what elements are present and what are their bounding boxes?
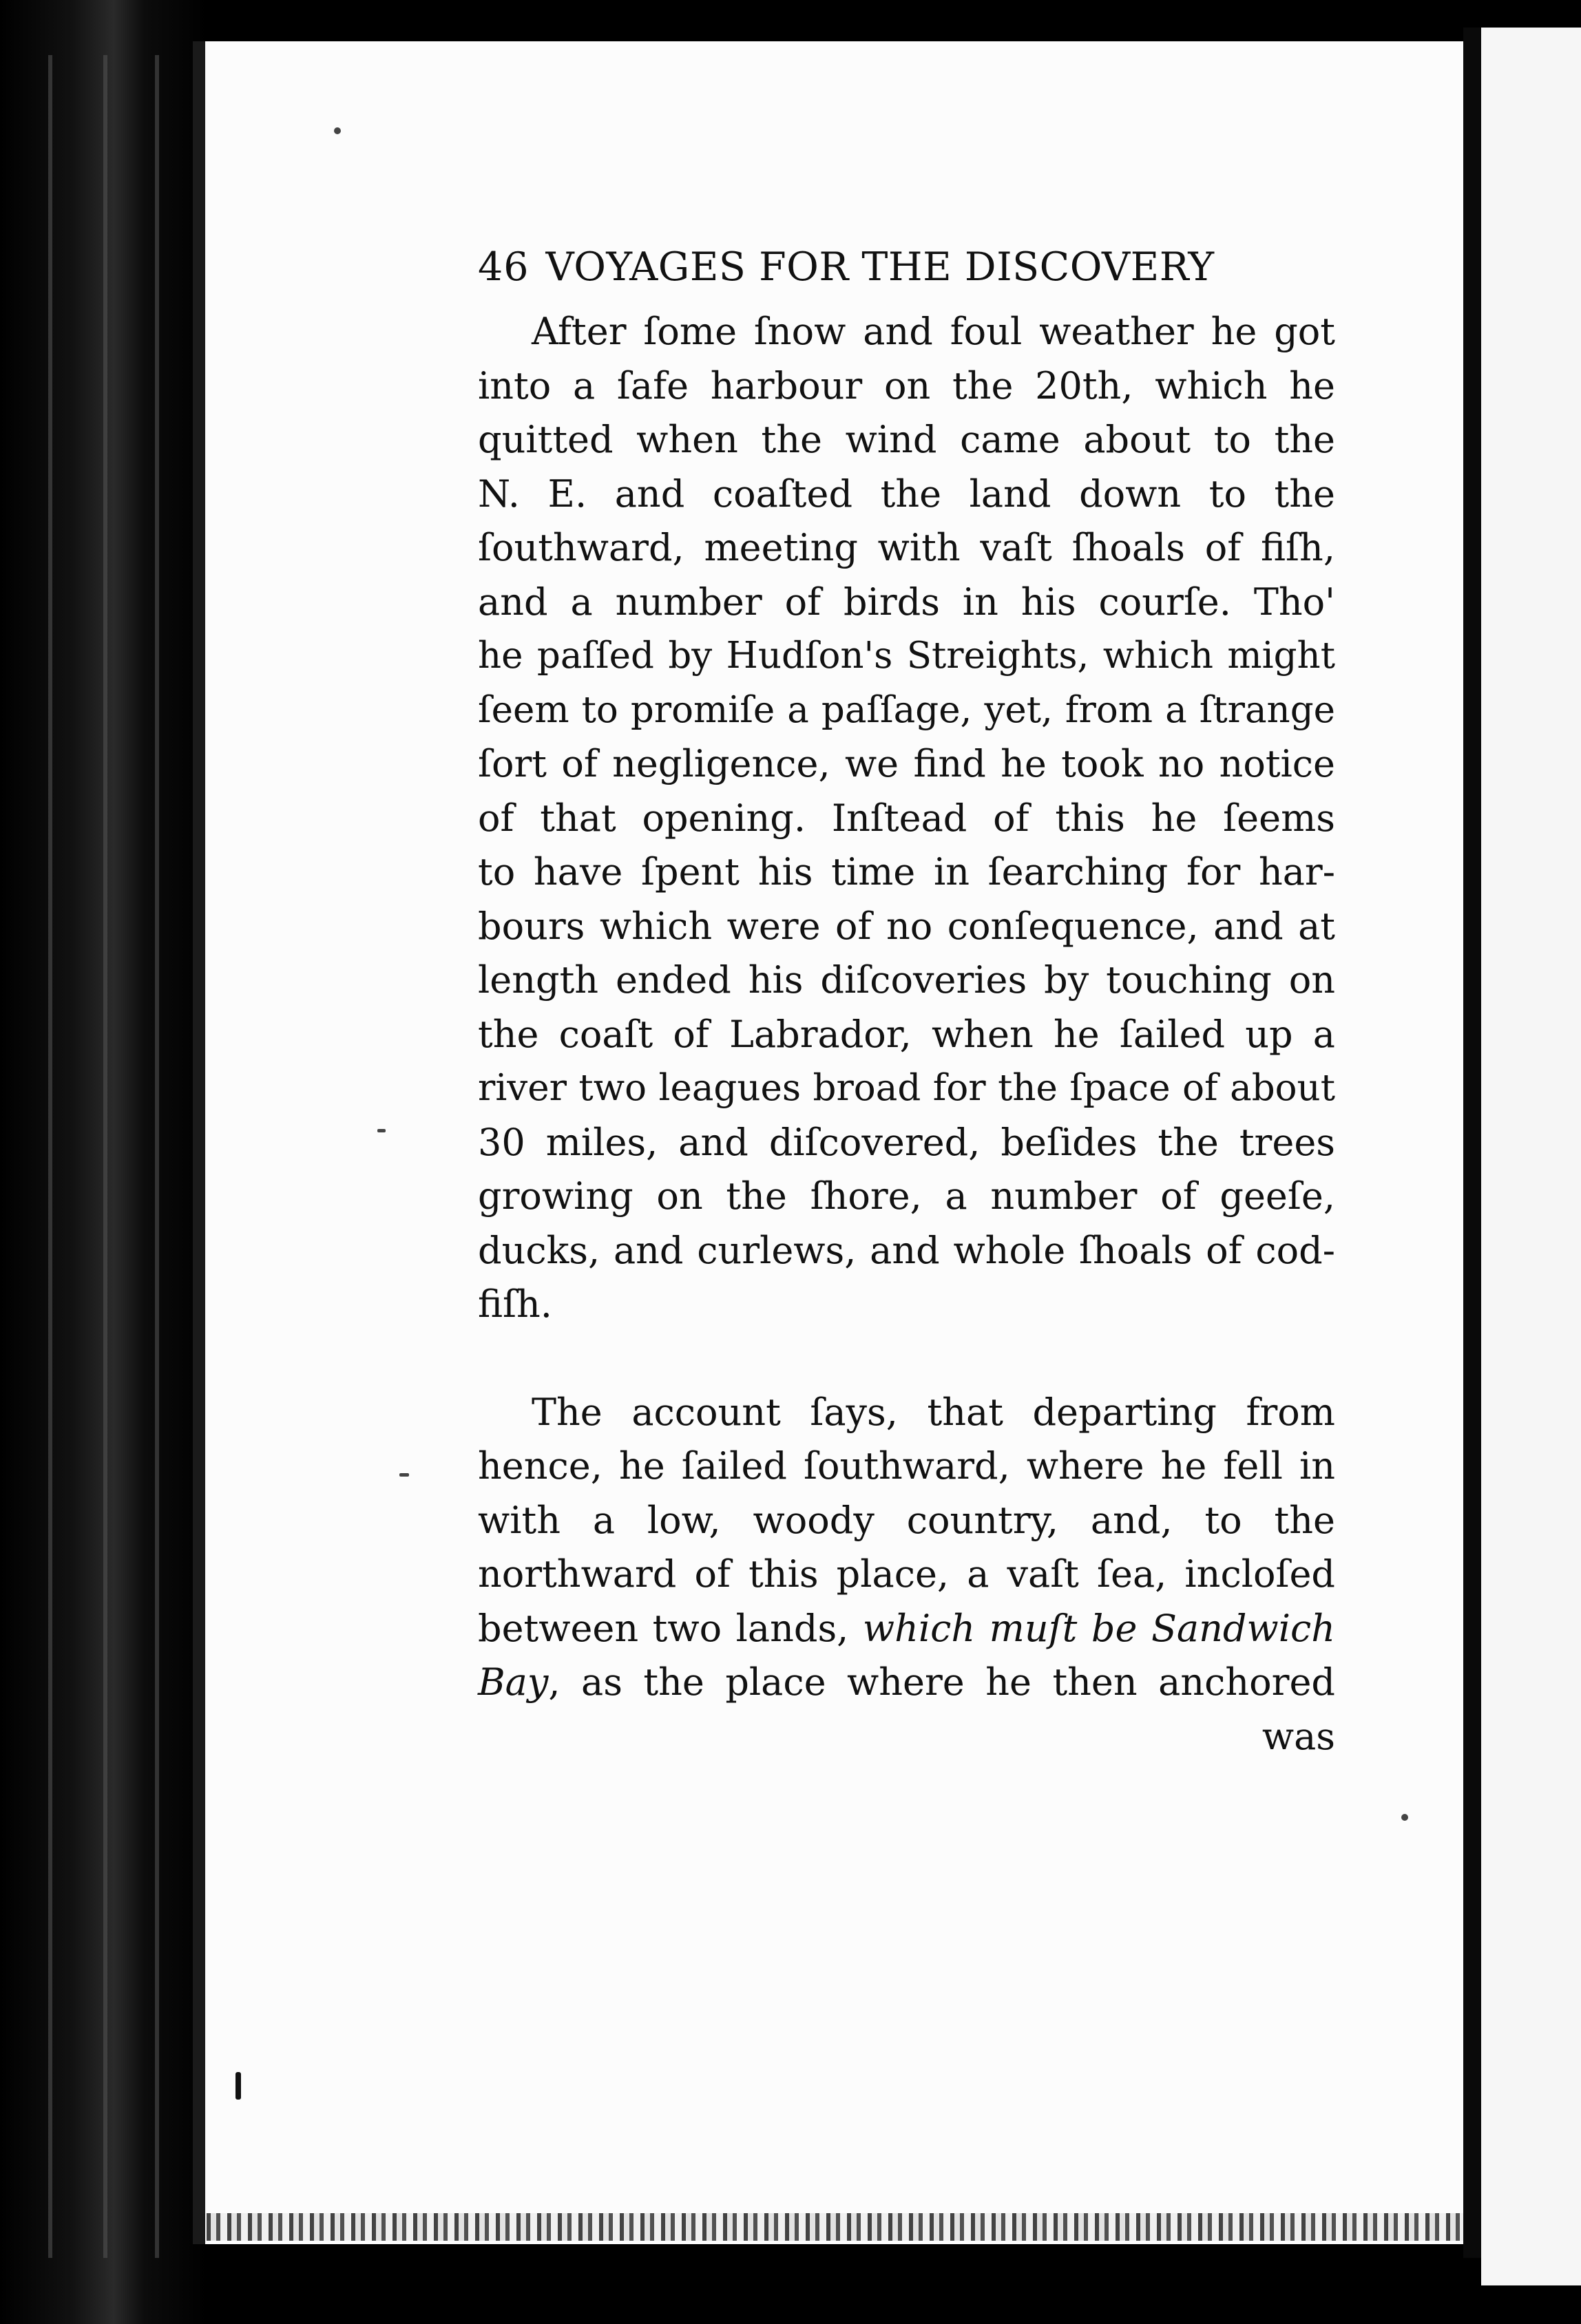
text-line: length ended his diſcoveries by touching on	[478, 958, 1335, 1002]
text-line: and a number of birds in his courſe. Tho'	[478, 580, 1335, 624]
speck	[399, 1473, 409, 1477]
text-line	[478, 1602, 1335, 1656]
text-line: After ſome ſnow and foul weather he got	[532, 310, 1335, 353]
running-head-title: VOYAGES FOR THE DISCOVERY	[545, 244, 1215, 290]
next-page-sliver	[1481, 28, 1581, 2285]
page-bottom-edge	[207, 2213, 1467, 2241]
book-gutter	[0, 0, 207, 2324]
text-line: ſouthward, meeting with vaſt ſhoals of fiſh,	[478, 526, 1335, 569]
gutter-streak	[103, 55, 107, 2258]
gutter-streak	[155, 55, 159, 2258]
italic-text: which muſt be Sandwich	[862, 1606, 1335, 1650]
page-text	[478, 244, 1335, 1764]
text-line: 30 miles, and diſcovered, beſides the trees	[478, 1120, 1335, 1164]
text-line: quitted when the wind came about to the	[478, 418, 1335, 461]
paragraph-1	[478, 305, 1335, 1332]
text-line: N. E. and coaſted the land down to the	[478, 472, 1335, 516]
text-line: The account ſays, that departing from	[532, 1390, 1335, 1434]
catchword: was	[1261, 1714, 1335, 1758]
text-run: , as the place where he then anchored	[548, 1660, 1335, 1704]
text-line: of that opening. Inſtead of this he ſeems	[478, 796, 1335, 840]
text-line: to have ſpent his time in ſearching for har-	[478, 850, 1335, 894]
italic-text: Bay	[478, 1660, 549, 1704]
gutter-streak	[48, 55, 52, 2258]
text-line: into a ſafe harbour on the 20th, which he	[478, 363, 1335, 408]
text-line: ſort of negligence, we find he took no notice	[478, 742, 1335, 785]
page-number: 46	[478, 244, 530, 290]
speck	[1401, 1814, 1408, 1821]
page-fold-shadow	[1463, 28, 1481, 2258]
text-line: river two leagues broad for the ſpace of about	[478, 1067, 1335, 1109]
speck	[235, 2072, 241, 2100]
speck	[377, 1129, 386, 1132]
text-line: ducks, and curlews, and whole ſhoals of cod-	[478, 1228, 1335, 1272]
text-line: he paſſed by Hudſon's Streights, which might	[478, 635, 1335, 677]
text-line: the coaſt of Labrador, when he ſailed up a	[478, 1012, 1335, 1056]
running-head	[478, 244, 1335, 290]
text-line: growing on the ſhore, a number of geeſe,	[478, 1174, 1335, 1218]
speck	[334, 127, 341, 134]
text-line: northward of this place, a vaſt ſea, incloſed	[478, 1552, 1335, 1596]
text-line: with a low, woody country, and, to the	[478, 1498, 1335, 1542]
text-line	[478, 1656, 1335, 1710]
text-line: hence, he ſailed ſouthward, where he fell in	[478, 1444, 1335, 1488]
text-line: bours which were of no conſequence, and at	[478, 904, 1335, 948]
text-run: between two lands,	[478, 1606, 863, 1650]
paragraph-2	[478, 1386, 1335, 1764]
text-line: ſeem to promiſe a paſſage, yet, from a ſtrange	[478, 688, 1335, 731]
text-line: fiſh.	[478, 1282, 552, 1326]
